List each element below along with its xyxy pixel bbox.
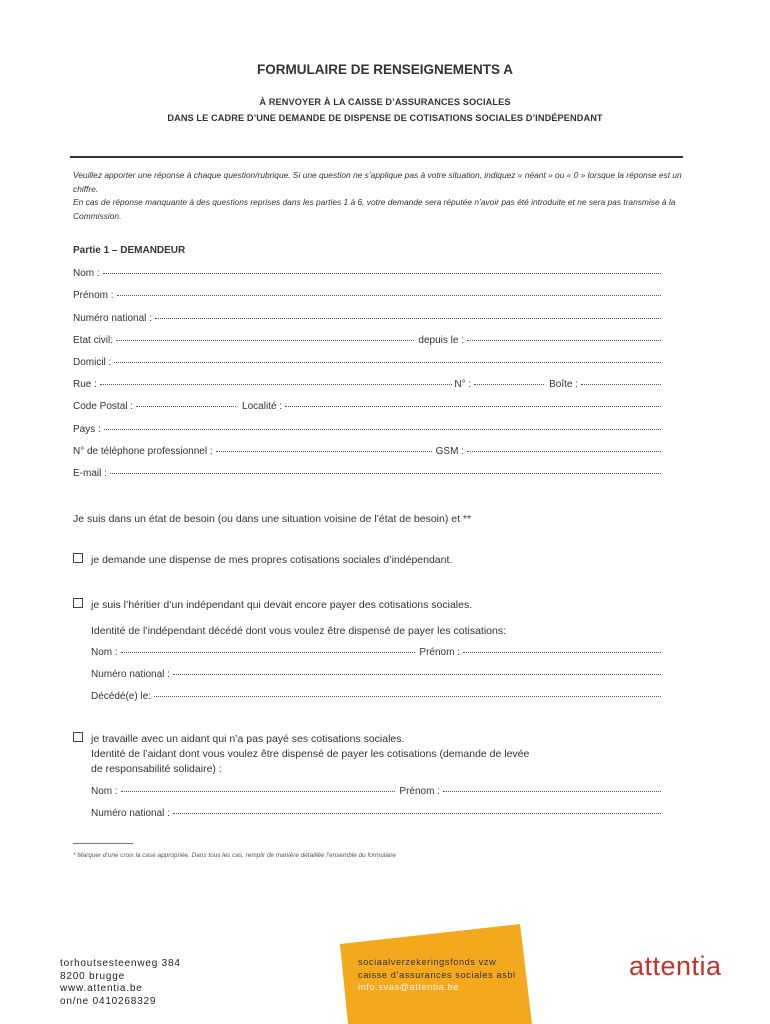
- field-code-postal[interactable]: [73, 401, 663, 412]
- input-heir-prenom[interactable]: [463, 652, 661, 653]
- field-telephone[interactable]: [73, 446, 663, 457]
- label-prenom: Prénom :: [73, 290, 114, 301]
- footer-org: [358, 956, 516, 994]
- footer-vat: on/ne 0410268329: [60, 995, 157, 1007]
- input-aidant-nom[interactable]: [121, 791, 396, 792]
- input-pays[interactable]: [104, 429, 661, 430]
- label-localite: Localité :: [242, 401, 283, 412]
- label-pays: Pays :: [73, 424, 101, 435]
- form-subtitle-1: À RENVOYER À LA CAISSE D’ASSURANCES SOCIALES: [259, 97, 511, 107]
- header-divider: [70, 156, 683, 158]
- field-domicile[interactable]: [73, 357, 663, 368]
- footer-website[interactable]: www.attentia.be: [60, 983, 143, 994]
- form-title: FORMULAIRE DE RENSEIGNEMENTS A: [256, 62, 513, 77]
- input-aidant-prenom[interactable]: [443, 791, 661, 792]
- footer-email[interactable]: info.svas@attentia.be: [358, 982, 460, 992]
- input-depuis[interactable]: [467, 340, 661, 341]
- label-heir-decede: Décédé(e) le:: [91, 691, 152, 702]
- option-aidant[interactable]: [73, 732, 404, 747]
- label-boite: Boîte :: [549, 379, 578, 390]
- input-telephone[interactable]: [216, 451, 432, 452]
- field-etat-civil[interactable]: [73, 335, 663, 346]
- aidant-identity-line-1: Identité de l’aidant dont vous voulez être dispensé de payer les cotisations (demande de levée: [91, 748, 530, 760]
- form-subtitle-2: DANS LE CADRE D’UNE DEMANDE DE DISPENSE DE COTISATIONS SOCIALES D’INDÉPENDANT: [167, 113, 603, 123]
- footer-street: torhoutsesteenweg 384: [60, 958, 181, 969]
- label-numero-national: Numéro national :: [73, 313, 152, 324]
- option-own-dispensation[interactable]: [73, 553, 452, 568]
- label-telephone: N° de téléphone professionnel :: [73, 446, 213, 457]
- label-aidant-prenom: Prénom :: [399, 786, 440, 797]
- label-heir-nom: Nom :: [91, 647, 118, 658]
- field-prenom[interactable]: [73, 290, 663, 301]
- footer-org-nl: sociaalverzekeringsfonds vzw: [358, 957, 497, 967]
- footnote: * Marquer d’une croix la case appropriée. Dans tous les cas, remplir de manière détaillée l’ensemble du formulaire: [73, 852, 396, 859]
- besoin-statement: Je suis dans un état de besoin (ou dans une situation voisine de l’état de besoin) et **: [73, 513, 472, 525]
- label-rue: Rue :: [73, 379, 97, 390]
- label-aidant-numero: Numéro national :: [91, 808, 170, 819]
- input-prenom[interactable]: [117, 295, 661, 296]
- label-heir-prenom: Prénom :: [419, 647, 460, 658]
- label-code-postal: Code Postal :: [73, 401, 134, 412]
- checkbox-aidant[interactable]: [73, 732, 83, 742]
- input-rue[interactable]: [100, 384, 452, 385]
- input-heir-numero[interactable]: [173, 674, 661, 675]
- intro-instructions: [73, 169, 703, 223]
- input-gsm[interactable]: [467, 451, 661, 452]
- option-own-dispensation-label: je demande une dispense de mes propres cotisations sociales d’indépendant.: [91, 554, 453, 566]
- input-numero-national[interactable]: [155, 318, 661, 319]
- input-localite[interactable]: [285, 406, 661, 407]
- field-aidant-nom[interactable]: [91, 786, 663, 797]
- label-numero: N° :: [454, 379, 472, 390]
- input-etat-civil[interactable]: [116, 340, 414, 341]
- part1-title: Partie 1 – DEMANDEUR: [73, 245, 186, 256]
- aidant-identity-line-2: de responsabilité solidaire) :: [91, 763, 222, 775]
- option-heir[interactable]: [73, 598, 472, 613]
- input-boite[interactable]: [581, 384, 661, 385]
- footer-city: 8200 brugge: [60, 970, 125, 982]
- label-email: E-mail :: [73, 468, 107, 479]
- field-heir-nom[interactable]: [91, 647, 663, 658]
- input-heir-decede[interactable]: [154, 696, 661, 697]
- intro-line-2: En cas de réponse manquante à des questions reprises dans les parties 1 à 6, votre demande sera réputée n’avoir pas été introduite et ne sera pas transmise à la Commission.: [73, 197, 676, 221]
- field-rue[interactable]: [73, 379, 663, 390]
- intro-line-1: Veuillez apporter une réponse à chaque question/rubrique. Si une question ne s’applique pas à votre situation, indiquez « néant » ou « 0 » lorsque la réponse est un chiffre.: [73, 170, 682, 194]
- option-aidant-label: je travaille avec un aidant qui n’a pas payé ses cotisations sociales.: [91, 733, 405, 745]
- field-email[interactable]: [73, 468, 663, 479]
- option-heir-label: je suis l’héritier d’un indépendant qui devait encore payer des cotisations sociales.: [91, 599, 473, 611]
- label-nom: Nom :: [73, 268, 100, 279]
- input-code-postal[interactable]: [136, 406, 236, 407]
- input-aidant-numero[interactable]: [173, 813, 661, 814]
- label-aidant-nom: Nom :: [91, 786, 118, 797]
- field-numero-national[interactable]: [73, 313, 663, 324]
- field-heir-decede[interactable]: [91, 691, 663, 702]
- label-etat-civil: Etat civil:: [73, 335, 114, 346]
- field-nom[interactable]: [73, 268, 663, 279]
- input-email[interactable]: [110, 473, 661, 474]
- label-heir-numero: Numéro national :: [91, 669, 170, 680]
- field-heir-numero[interactable]: [91, 669, 663, 680]
- input-heir-nom[interactable]: [121, 652, 416, 653]
- checkbox-own-dispensation[interactable]: [73, 553, 83, 563]
- checkbox-heir[interactable]: [73, 598, 83, 608]
- footnote-divider: [73, 843, 133, 844]
- input-nom[interactable]: [103, 273, 661, 274]
- label-depuis: depuis le :: [418, 335, 464, 346]
- label-gsm: GSM :: [435, 446, 464, 457]
- input-numero[interactable]: [474, 384, 544, 385]
- footer-org-fr: caisse d’assurances sociales asbl: [358, 969, 516, 980]
- attentia-logo: attentia: [629, 951, 722, 981]
- input-domicile[interactable]: [114, 362, 661, 363]
- field-aidant-numero[interactable]: [91, 808, 663, 819]
- heir-identity-text: Identité de l’indépendant décédé dont vous voulez être dispensé de payer les cotisations:: [91, 625, 507, 637]
- footer-address: [60, 958, 181, 1008]
- field-pays[interactable]: [73, 424, 663, 435]
- label-domicile: Domicil :: [73, 357, 112, 368]
